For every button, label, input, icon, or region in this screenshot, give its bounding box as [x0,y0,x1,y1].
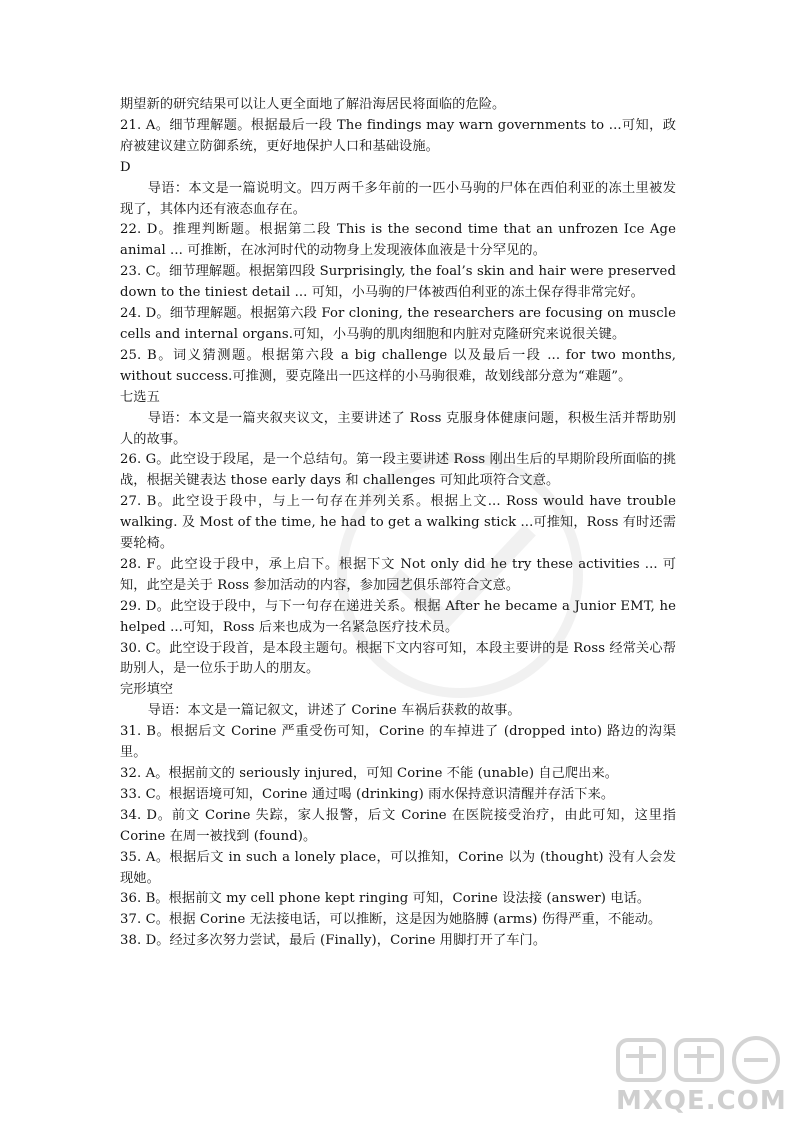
text-line: 28. F。此空设于段中，承上启下。根据下文 Not only did he try these activities ... 可知，此空是关于 Ross 参加活动的内容，参加园艺俱乐部符合文意。 [120,556,676,593]
intro-paragraph: 导语：本文是一篇记叙文，讲述了 Corine 车祸后获救的故事。 [147,703,521,719]
intro-paragraph: 导语：本文是一篇说明文。四万两千多年前的一匹小马驹的尸体在西伯利亚的冻土里被发现了，其体内还有液态血存在。 [120,180,676,217]
text-line: 21. A。细节理解题。根据最后一段 The findings may warn governments to ...可知，政府被建议建立防御系统，更好地保护人口和基础设施。 [120,117,676,154]
intro-paragraph: 导语：本文是一篇夹叙夹议文，主要讲述了 Ross 克服身体健康问题，积极生活并帮助别人的故事。 [120,410,676,447]
watermark-site-text: MXQE.COM [616,1086,787,1116]
text-line: 24. D。细节理解题。根据第六段 For cloning, the researchers are focusing on muscle cells and internal organs.可知，小马驹的肌肉细胞和内脏对克隆研究来说很关键。 [120,306,676,342]
text-line: 30. C。此空设于段首，是本段主题句。根据下文内容可知，本段主要讲的是 Ross 经常关心帮助别人，是一位乐于助人的朋友。 [120,640,676,677]
text-line: 31. B。根据后文 Corine 严重受伤可知，Corine 的车掉进了 (dropped into) 路边的沟渠里。 [120,724,676,761]
text-line: 35. A。根据后文 in such a lonely place，可以推知，Corine 以为 (thought) 没有人会发现她。 [120,849,676,886]
section-heading: 七选五 [120,389,160,405]
text-line: 34. D。前文 Corine 失踪，家人报警，后文 Corine 在医院接受治疗，由此可知，这里指 Corine 在周一被找到 (found)。 [120,807,676,844]
text-line: 37. C。根据 Corine 无法接电话，可以推断，这是因为她胳膊 (arms) 伤得严重，不能动。 [120,912,662,928]
text-line: 期望新的研究结果可以让人更全面地了解沿海居民将面临的危险。 [120,97,506,112]
text-line: 22. D。推理判断题。根据第二段 This is the second time that an unfrozen Ice Age animal ... 可推断，在冰河时代的动物身上发现液体血液是十分罕见的。 [120,222,676,259]
text-line: 38. D。经过多次努力尝试，最后 (Finally)，Corine 用脚打开了车门。 [120,933,547,949]
text-line: 36. B。根据前文 my cell phone kept ringing 可知，Corine 设法接 (answer) 电话。 [120,891,651,907]
text-line: 25. B。词义猜测题。根据第六段 a big challenge 以及最后一段 ... for two months, without success.可推测，要克隆出一匹这样的小马驹很难，故划线部分意为“难题”。 [120,347,676,384]
text-line: 33. C。根据语境可知，Corine 通过喝 (drinking) 雨水保持意识清醒并存活下来。 [120,786,615,802]
text-line: 32. A。根据前文的 seriously injured，可知 Corine 不能 (unable) 自己爬出来。 [120,766,619,781]
text-line: 29. D。此空设于段中，与下一句存在递进关系。根据 After he became a Junior EMT, he helped ...可知，Ross 后来也成为一名紧急医疗技术员。 [120,598,676,635]
section-heading: D [120,159,131,175]
section-heading: 完形填空 [120,682,174,698]
text-line: 26. G。此空设于段尾，是一个总结句。第一段主要讲述 Ross 刚出生后的早期阶段所面临的挑战，根据关键表达 those early days 和 challenges 可知此项符合文意。 [120,452,676,489]
text-line: 27. B。此空设于段中，与上一句存在并列关系。根据上文... Ross would have trouble walking. 及 Most of the time, he had to get a walking stick ...可推知，Ross 有时还需要轮椅。 [120,494,676,552]
text-line: 23. C。细节理解题。根据第四段 Surprisingly, the foal’s skin and hair were preserved down to the tiniest detail ... 可知，小马驹的尸体被西伯利亚的冻土保存得非常完好。 [120,264,676,301]
answer-document [120,95,676,952]
